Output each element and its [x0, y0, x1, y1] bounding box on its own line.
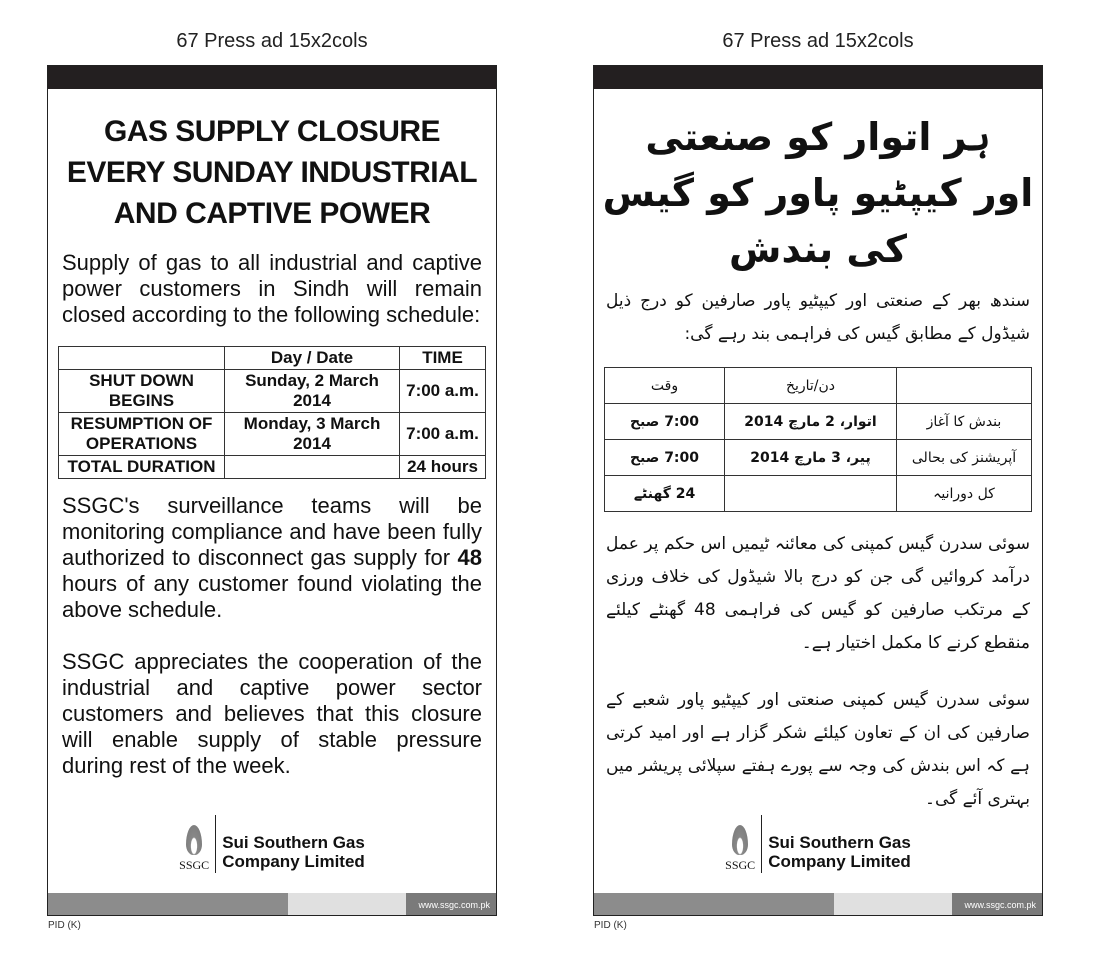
table-cell: 7:00 صبح — [605, 440, 725, 476]
table-cell: 24 hours — [400, 456, 486, 479]
footer-bar — [48, 893, 496, 915]
appreciation-paragraph: سوئی سدرن گیس کمپنی صنعتی اور کیپٹیو پاور شعبے کے صارفین کی ان کے تعاون کیلئے شکر گزار ہے اور امید کرتی ہے کہ اس بندش کی وجہ سے پورے ہفتے سپلائی پریشر میں بہتری آئے گی۔ — [606, 690, 1030, 809]
pid-label: PID (K) — [48, 920, 81, 931]
title-line: GAS SUPPLY CLOSURE — [103, 115, 441, 148]
schedule-table — [58, 346, 486, 479]
para-text: SSGC's surveillance teams will be monitoring compliance and have been fully authorized to disconnect gas supply for — [62, 493, 482, 570]
flame-icon — [732, 825, 748, 855]
table-header: وقت — [605, 368, 725, 404]
table-row — [59, 370, 486, 413]
website-link[interactable]: www.ssgc.com.pk — [406, 893, 496, 915]
table-header: Day / Date — [225, 347, 400, 370]
logo-mark — [725, 815, 762, 873]
ssgc-logo — [48, 815, 496, 873]
compliance-paragraph: سوئی سدرن گیس کمپنی کی معائنہ ٹیمیں اس حکم پر عمل درآمد کروائیں گی جن کو درج بالا شیڈول کی خلاف ورزی کے مرتکب صارفین کو گیس کی فراہمی 48 گھنٹے کیلئے منقطع کرنے کا مکمل اختیار ہے۔ — [606, 534, 1030, 653]
para-bold-hours: 48 — [457, 545, 482, 570]
compliance-paragraph — [62, 493, 482, 623]
company-name-line: Company Limited — [222, 852, 365, 871]
urdu-ad — [593, 65, 1043, 916]
table-cell: بندش کا آغاز — [897, 404, 1032, 440]
table-cell: آپریشنز کی بحالی — [897, 440, 1032, 476]
table-cell: Monday, 3 March 2014 — [225, 413, 400, 456]
title-line: AND CAPTIVE POWER — [113, 197, 431, 230]
company-name-line: Sui Southern Gas — [222, 833, 365, 852]
title-line: اور کیپٹیو پاور کو گیس — [602, 171, 1034, 215]
table-cell — [225, 456, 400, 479]
table-cell: 7:00 a.m. — [400, 413, 486, 456]
ad-title — [594, 109, 1042, 277]
table-cell: Sunday, 2 March 2014 — [225, 370, 400, 413]
intro-text: Supply of gas to all industrial and captive power customers in Sindh will remain closed according to the following schedule: — [62, 250, 482, 327]
footer-block — [48, 893, 288, 915]
appreciation-paragraph: SSGC appreciates the cooperation of the industrial and captive power sector customers and believes that this closure will enable supply of stable pressure during rest of the week. — [62, 649, 482, 778]
schedule-table — [604, 367, 1032, 512]
table-row — [59, 413, 486, 456]
table-cell: اتوار، 2 مارچ 2014 — [725, 404, 897, 440]
footer-bar — [594, 893, 1042, 915]
table-header — [59, 347, 225, 370]
table-row — [605, 404, 1032, 440]
website-link[interactable]: www.ssgc.com.pk — [952, 893, 1042, 915]
top-bar — [48, 66, 496, 89]
table-cell: 7:00 a.m. — [400, 370, 486, 413]
table-cell — [725, 476, 897, 512]
logo-abbr: SSGC — [179, 858, 210, 872]
top-bar — [594, 66, 1042, 89]
table-cell: 24 گھنٹے — [605, 476, 725, 512]
footer-block — [594, 893, 834, 915]
company-name — [222, 833, 365, 873]
table-cell: کل دورانیہ — [897, 476, 1032, 512]
title-line: کی بندش — [729, 227, 907, 271]
table-row — [605, 440, 1032, 476]
ad-caption-english: 67 Press ad 15x2cols — [176, 30, 368, 52]
company-name-line: Company Limited — [768, 852, 911, 871]
title-line: ہر اتوار کو صنعتی — [645, 115, 991, 159]
table-cell: RESUMPTION OF OPERATIONS — [59, 413, 225, 456]
table-header-row — [59, 347, 486, 370]
company-name-line: Sui Southern Gas — [768, 833, 911, 852]
logo-abbr: SSGC — [725, 858, 756, 872]
company-name — [768, 833, 911, 873]
table-cell: SHUT DOWN BEGINS — [59, 370, 225, 413]
footer-block — [834, 893, 952, 915]
ssgc-logo — [594, 815, 1042, 873]
flame-icon — [186, 825, 202, 855]
table-header — [897, 368, 1032, 404]
footer-block — [288, 893, 406, 915]
table-cell: پیر، 3 مارچ 2014 — [725, 440, 897, 476]
table-header: دن/تاریخ — [725, 368, 897, 404]
intro-text: سندھ بھر کے صنعتی اور کیپٹیو پاور صارفین کو درج ذیل شیڈول کے مطابق گیس کی فراہمی بند رہے گی: — [606, 291, 1030, 344]
para-text: hours of any customer found violating the above schedule. — [62, 571, 482, 622]
table-cell: TOTAL DURATION — [59, 456, 225, 479]
ad-title — [48, 111, 496, 234]
logo-mark — [179, 815, 216, 873]
table-row — [59, 456, 486, 479]
pid-label: PID (K) — [594, 920, 627, 931]
ad-caption-urdu: 67 Press ad 15x2cols — [722, 30, 914, 52]
title-line: EVERY SUNDAY INDUSTRIAL — [66, 156, 478, 189]
table-header-row — [605, 368, 1032, 404]
table-cell: 7:00 صبح — [605, 404, 725, 440]
english-ad — [47, 65, 497, 916]
table-header: TIME — [400, 347, 486, 370]
table-row — [605, 476, 1032, 512]
